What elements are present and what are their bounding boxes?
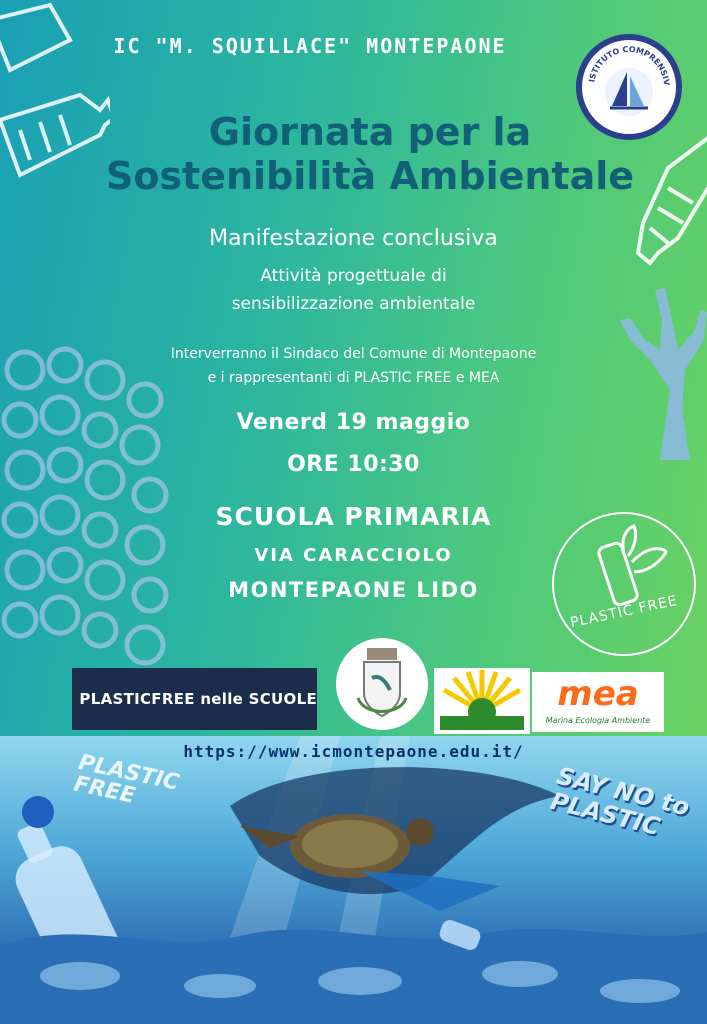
activity-line-1: Attività progettuale di [260, 266, 447, 286]
speakers-line-2: e i rappresentanti di PLASTIC FREE e MEA [207, 370, 500, 386]
leaf-bottle-icon [554, 514, 694, 654]
title-line-1: Giornata per la [208, 110, 532, 154]
school-name: IC "M. SQUILLACE" MONTEPAONE [113, 34, 507, 58]
title-line-2: Sostenibilità Ambientale [105, 154, 635, 198]
sun-logo [434, 668, 530, 734]
event-town: MONTEPAONE LIDO [228, 578, 479, 602]
event-location: SCUOLA PRIMARIA [215, 502, 492, 531]
mea-logo [532, 672, 664, 732]
mea-tagline: Marina Ecologia Ambiente [545, 716, 651, 725]
activity-line-2: sensibilizzazione ambientale [231, 294, 476, 314]
speakers-line-1: Interverranno il Sindaco del Comune di Montepaone [170, 346, 537, 362]
svg-text:ISTITUTO COMPRENSIVO: ISTITUTO COMPRENSIV [587, 44, 672, 86]
event-time: ORE 10:30 [287, 452, 420, 477]
mea-wordmark: mea [557, 674, 639, 714]
event-street: VIA CARACCIOLO [254, 545, 453, 566]
montepaone-coat-of-arms-logo [336, 638, 428, 730]
website-url[interactable]: https://www.icmontepaone.edu.it/ [183, 742, 524, 761]
plastic-free-sticker-text: PLASTIC FREE [71, 750, 182, 809]
page-title [40, 110, 700, 198]
plasticfree-schools-logo [72, 668, 317, 730]
speakers-note [0, 342, 707, 390]
event-date: Venerd 19 maggio [236, 410, 471, 435]
plastic-free-badge [552, 512, 696, 656]
coat-of-arms-icon [336, 638, 428, 730]
activity-description [0, 262, 707, 318]
event-subtitle: Manifestazione conclusiva [209, 226, 498, 251]
plasticfree-banner-text: PLASTICFREE nelle SCUOLE [79, 690, 317, 708]
plastic-free-badge-label: PLASTIC FREE [568, 592, 680, 632]
underwater-photo [0, 736, 707, 1024]
sun-icon [434, 668, 530, 734]
say-no-plastic-text: SAY NO to PLASTIC [547, 761, 693, 842]
turtle-icon [72, 690, 73, 708]
